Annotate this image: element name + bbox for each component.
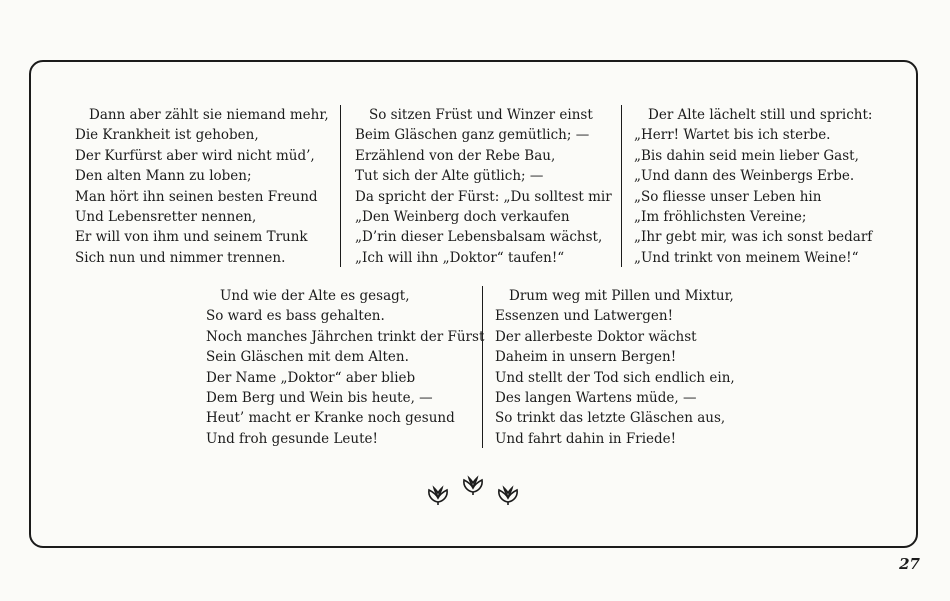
column-divider-1 [340, 105, 341, 267]
verse-line: Noch manches Jährchen trinkt der Fürst [206, 328, 485, 345]
verse-line: So trinkt das letzte Gläschen aus, [495, 410, 726, 427]
verse-line: Und fahrt dahin in Friede! [495, 430, 677, 447]
verse-line: Dann aber zählt sie niemand mehr, [89, 107, 329, 123]
stanza-5 [495, 286, 735, 449]
verse-line: Da spricht der Fürst: „Du solltest mir [355, 188, 612, 205]
verse-line: „Bis dahin seid mein lieber Gast, [634, 147, 859, 164]
stanza-4 [206, 286, 484, 449]
stanza-2 [355, 105, 612, 268]
verse-line: Der Alte lächelt still und spricht: [648, 107, 873, 123]
verse-line: Den alten Mann zu loben; [75, 168, 252, 185]
verse-line: Und wie der Alte es gesagt, [220, 288, 410, 304]
verse-line: Beim Gläschen ganz gemütlich; — [355, 127, 590, 144]
tulip-flower-icon [496, 484, 520, 506]
verse-line: Essenzen und Latwergen! [495, 308, 673, 325]
verse-line: „D’rin dieser Lebensbalsam wächst, [355, 229, 603, 246]
verse-line: Sein Gläschen mit dem Alten. [206, 349, 409, 366]
verse-line: „Ihr gebt mir, was ich sonst bedarf [634, 229, 873, 246]
verse-line: Und Lebensretter nennen, [75, 208, 257, 225]
verse-line: Des langen Wartens müde, — [495, 389, 697, 406]
ornament-group [422, 472, 532, 512]
verse-line: „Im fröhlichsten Vereine; [634, 208, 807, 225]
column-divider-2 [621, 105, 622, 267]
verse-line: „Den Weinberg doch verkaufen [355, 208, 570, 225]
verse-line: „Herr! Wartet bis ich sterbe. [634, 127, 831, 144]
verse-line: Erzählend von der Rebe Bau, [355, 147, 556, 164]
verse-line: Drum weg mit Pillen und Mixtur, [509, 288, 734, 304]
verse-line: „So fliesse unser Leben hin [634, 188, 822, 205]
stanza-3 [634, 105, 872, 268]
verse-line: Der Name „Doktor“ aber blieb [206, 369, 416, 386]
verse-line: Tut sich der Alte gütlich; — [355, 168, 544, 185]
column-divider-3 [482, 286, 483, 448]
verse-line: „Und trinkt von meinem Weine!“ [634, 249, 859, 266]
verse-line: Dem Berg und Wein bis heute, — [206, 389, 433, 406]
verse-line: So ward es bass gehalten. [206, 308, 385, 325]
verse-line: Man hört ihn seinen besten Freund [75, 188, 318, 205]
verse-line: Heut’ macht er Kranke noch gesund [206, 410, 455, 427]
verse-line: Die Krankheit ist gehoben, [75, 127, 259, 144]
verse-line: Er will von ihm und seinem Trunk [75, 229, 308, 246]
verse-line: Daheim in unsern Bergen! [495, 349, 677, 366]
verse-line: So sitzen Früst und Winzer einst [369, 107, 593, 123]
page-number: 27 [899, 555, 920, 573]
tulip-flower-icon [426, 484, 450, 506]
verse-line: Der allerbeste Doktor wächst [495, 328, 697, 345]
verse-line: „Und dann des Weinbergs Erbe. [634, 168, 855, 185]
tulip-flower-icon [461, 474, 485, 496]
stanza-1 [75, 105, 329, 268]
verse-line: „Ich will ihn „Doktor“ taufen!“ [355, 249, 565, 266]
verse-line: Und froh gesunde Leute! [206, 430, 378, 447]
verse-line: Und stellt der Tod sich endlich ein, [495, 369, 735, 386]
verse-line: Der Kurfürst aber wird nicht müd’, [75, 147, 315, 164]
verse-line: Sich nun und nimmer trennen. [75, 249, 286, 266]
